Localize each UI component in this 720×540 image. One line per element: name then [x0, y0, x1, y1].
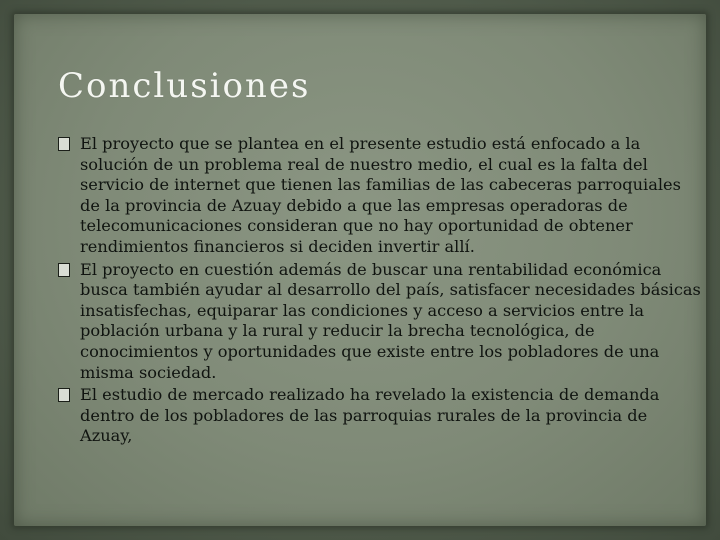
bullet-item [58, 134, 703, 258]
slide-paper [14, 14, 706, 526]
square-bullet-icon [58, 388, 70, 402]
bullet-item [58, 260, 703, 384]
square-bullet-icon [58, 137, 70, 151]
bullet-list [58, 134, 703, 449]
square-bullet-icon [58, 263, 70, 277]
bullet-text: El estudio de mercado realizado ha revelado la existencia de demanda dentro de los pobladores de las parroquias rurales de la provincia de Azuay, [80, 385, 660, 446]
bullet-item [58, 385, 703, 447]
slide-title: Conclusiones [58, 66, 311, 106]
bullet-text: El proyecto en cuestión además de buscar una rentabilidad económica busca también ayudar al desarrollo del país, satisfacer necesidades básicas insatisfechas, equiparar las condiciones y acceso a servicios entre la población urbana y la rural y reducir la brecha tecnológica, de conocimientos y oportunidades que existe entre los pobladores de una misma sociedad. [80, 259, 701, 382]
bullet-text: El proyecto que se plantea en el presente estudio está enfocado a la solución de un problema real de nuestro medio, el cual es la falta del servicio de internet que tienen las familias de las cabeceras parroquiales de la provincia de Azuay debido a que las empresas operadoras de telecomunicaciones consideran que no hay oportunidad de obtener rendimientos financieros si deciden invertir allí. [80, 134, 681, 256]
